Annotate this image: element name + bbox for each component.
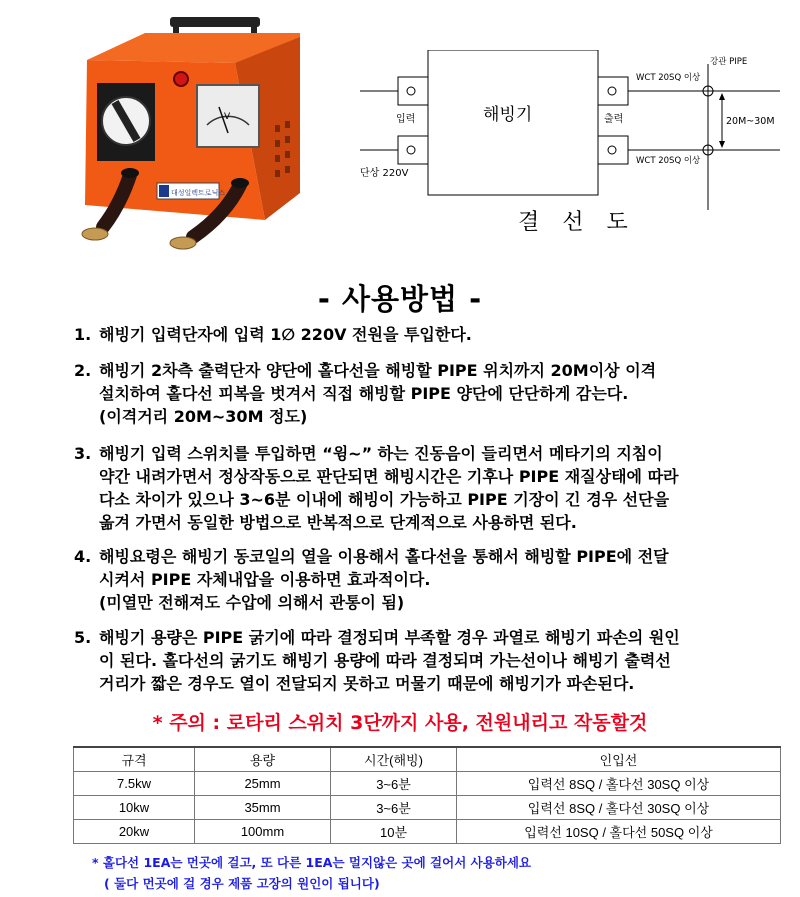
input-label: 입력: [396, 114, 416, 125]
de-icer-box-label: 해빙기: [483, 105, 533, 125]
step-line: 약간 내려가면서 정상작동으로 판단되면 해빙시간은 기후나 PIPE 재질상태에 따라: [99, 467, 679, 486]
cell-time: 3~6분: [331, 796, 457, 820]
wct-top-label: WCT 20SQ 이상: [636, 73, 701, 83]
cell-capacity: 25mm: [195, 772, 331, 796]
step-1: [74, 323, 774, 346]
step-line: (미열만 전해져도 수압에 의해서 관통이 됨): [99, 593, 405, 612]
table-row: [74, 796, 781, 820]
step-line: 시켜서 PIPE 자체내압을 이용하면 효과적이다.: [99, 570, 431, 589]
cell-time: 3~6분: [331, 772, 457, 796]
step-3: [74, 442, 774, 534]
cell-time: 10분: [331, 820, 457, 844]
step-number: 3.: [74, 444, 92, 463]
cell-wire: 입력선 10SQ / 홀다선 50SQ 이상: [457, 820, 781, 844]
header-wire: 인입선: [457, 747, 781, 772]
cell-spec: 7.5kw: [74, 772, 195, 796]
cell-capacity: 100mm: [195, 820, 331, 844]
step-4: [74, 545, 774, 614]
table-row: [74, 772, 781, 796]
step-line: 거리가 짧은 경우도 열이 전달되지 못하고 머물기 때문에 해빙기가 파손된다.: [99, 674, 635, 693]
step-line: 설치하여 홀다선 피복을 벗겨서 직접 해빙할 PIPE 양단에 단단하게 감는다.: [99, 384, 629, 403]
step-line: (이격거리 20M~30M 정도): [99, 407, 308, 426]
cell-spec: 10kw: [74, 796, 195, 820]
wct-bottom-label: WCT 20SQ 이상: [636, 156, 701, 166]
cell-spec: 20kw: [74, 820, 195, 844]
cell-wire: 입력선 8SQ / 홀다선 30SQ 이상: [457, 772, 781, 796]
pipe-label: 강관 PIPE: [710, 57, 748, 67]
output-label: 출력: [604, 114, 624, 125]
supply-label: 단상 220V: [360, 168, 409, 179]
step-line: 다소 차이가 있으나 3~6분 이내에 해빙이 가능하고 PIPE 기장이 긴 경우 선단을: [99, 490, 670, 509]
note-line-2: ( 둘다 먼곳에 걸 경우 제품 고장의 원인이 됩니다): [104, 876, 380, 891]
usage-title: - 사용방법 -: [317, 282, 483, 316]
header-capacity: 용량: [195, 747, 331, 772]
note-line-1: * 홀다선 1EA는 먼곳에 걸고, 또 다른 1EA는 멀지않은 곳에 걸어서 사용하세요: [92, 855, 532, 870]
step-line: 해빙기 용량은 PIPE 굵기에 따라 결정되며 부족할 경우 과열로 해빙기 파손의 원인: [99, 628, 680, 647]
table-header-row: [74, 747, 781, 772]
cell-capacity: 35mm: [195, 796, 331, 820]
step-number: 2.: [74, 361, 92, 380]
indicator-lamp: [174, 72, 188, 86]
header-time: 시간(해빙): [331, 747, 457, 772]
distance-label: 20M~30M: [726, 116, 775, 127]
brand-label: 대성일렉트로닉스: [171, 189, 226, 197]
step-number: 4.: [74, 547, 92, 566]
input-terminal-top: [398, 77, 428, 105]
diagram-title: 결 선 도: [518, 210, 636, 235]
machine-handle: [170, 17, 260, 27]
terminal-lug-left: [82, 228, 108, 240]
cell-wire: 입력선 8SQ / 홀다선 30SQ 이상: [457, 796, 781, 820]
step-5: [74, 626, 774, 695]
output-terminal-top: [598, 77, 628, 105]
spec-table: [73, 746, 781, 844]
step-line: 해빙요령은 해빙기 동코일의 열을 이용해서 홀다선을 통해서 해빙할 PIPE에 전달: [99, 547, 669, 566]
step-line: 해빙기 입력단자에 입력 1∅ 220V 전원을 투입한다.: [99, 325, 472, 344]
step-line: 옮겨 가면서 동일한 방법으로 반복적으로 단계적으로 사용하면 된다.: [99, 513, 577, 532]
terminal-lug-right: [170, 237, 196, 249]
step-line: 해빙기 입력 스위치를 투입하면 “윙~” 하는 진동음이 들리면서 메타기의 지침이: [99, 444, 663, 463]
step-line: 이 된다. 홀다선의 굵기도 해빙기 용량에 따라 결정되며 가는선이나 해빙기 출력선: [99, 651, 671, 670]
step-number: 1.: [74, 325, 92, 344]
table-row: [74, 820, 781, 844]
step-number: 5.: [74, 628, 92, 647]
input-terminal-bottom: [398, 136, 428, 164]
step-2: [74, 359, 774, 428]
output-terminal-bottom: [598, 136, 628, 164]
voltmeter-letter: V: [224, 112, 231, 122]
header-spec: 규격: [74, 747, 195, 772]
de-icer-machine-image: [75, 15, 305, 250]
step-line: 해빙기 2차측 출력단자 양단에 홀다선을 해빙할 PIPE 위치까지 20M이상 이격: [99, 361, 657, 380]
warning-text: * 주의 : 로타리 스위치 3단까지 사용, 전원내리고 작동할것: [152, 712, 648, 734]
